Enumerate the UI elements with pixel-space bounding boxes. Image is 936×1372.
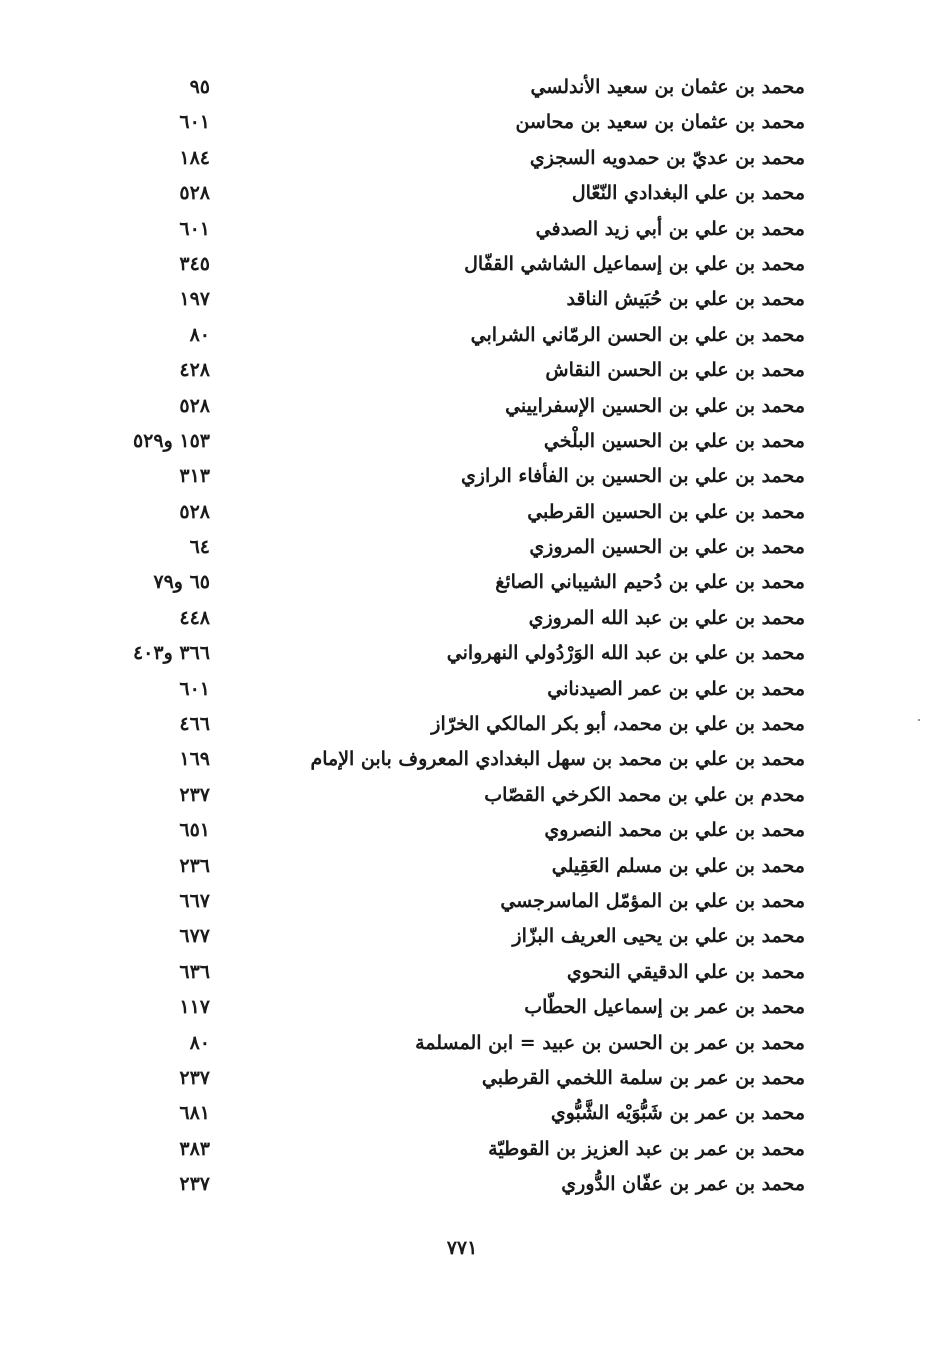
entry-page-numbers: ٦٠١ <box>179 217 210 240</box>
entry-name: محمد بن علي بن عبد الله المروزي <box>528 606 805 629</box>
entry-name: محمد بن عمر بن عفّان الدُّوري <box>561 1173 805 1196</box>
index-entry <box>100 601 805 636</box>
index-entry <box>100 1026 805 1061</box>
entry-name: محمد بن عثمان بن سعيد الأندلسي <box>530 76 805 98</box>
entry-page-numbers: ٦٦٧ <box>179 889 210 912</box>
entry-page-numbers: ٤٢٨ <box>179 359 210 382</box>
entry-name: محمد بن علي بن المؤمّل الماسرجسي <box>500 889 805 912</box>
entry-name: محمد بن علي الدقيقي النحوي <box>566 960 805 983</box>
entry-name: محمد بن علي بن محمد بن سهل البغدادي المعروف بابن الإمام <box>310 748 805 771</box>
index-entry <box>100 884 805 919</box>
index-entry <box>100 778 805 813</box>
entry-page-numbers: ٤٦٦ <box>179 713 210 736</box>
index-entry <box>100 636 805 671</box>
index-entry <box>100 318 805 353</box>
index-entry <box>100 424 805 459</box>
index-entry <box>100 141 805 176</box>
entry-page-numbers: ٢٣٧ <box>179 783 210 806</box>
entry-name: محمد بن عمر بن عبد العزيز بن القوطيّة <box>488 1137 805 1160</box>
index-entry <box>100 1167 805 1202</box>
index-entry <box>100 212 805 247</box>
entry-name: محمد بن علي بن إسماعيل الشاشي القفّال <box>464 252 805 275</box>
entry-page-numbers: ٣٨٣ <box>179 1137 210 1160</box>
entry-name: محمد بن علي البغدادي النّعّال <box>571 182 805 205</box>
index-entry <box>100 70 805 105</box>
entry-page-numbers: ٦٠١ <box>179 677 210 700</box>
entry-page-numbers: ٦٨١ <box>179 1102 210 1125</box>
index-entry <box>100 530 805 565</box>
entry-name: محمد بن عمر بن إسماعيل الحطّاب <box>524 996 805 1019</box>
index-entry <box>100 742 805 777</box>
entry-page-numbers: ٨٠ <box>189 1031 210 1054</box>
index-entry <box>100 1096 805 1131</box>
entry-name: محمد بن علي بن عمر الصيدناني <box>547 677 805 700</box>
entry-page-numbers: ٥٢٨ <box>179 394 210 417</box>
entry-name: محمد بن علي بن الحسين بن الفأفاء الرازي <box>460 465 805 488</box>
index-entry <box>100 1132 805 1167</box>
entry-page-numbers: ٢٣٦ <box>179 854 210 877</box>
entry-page-numbers: ١١٧ <box>179 996 210 1019</box>
margin-speck <box>918 719 920 721</box>
entry-name: محمد بن علي بن أبي زيد الصدفي <box>535 217 805 240</box>
index-entry <box>100 459 805 494</box>
entry-name: محمد بن علي بن مسلم العَقِيلي <box>551 854 805 877</box>
index-entry <box>100 176 805 211</box>
entry-name: محمد بن علي بن الحسين القرطبي <box>527 500 805 523</box>
entry-page-numbers: ٦٥ و٧٩ <box>153 571 210 594</box>
name-index-list <box>100 70 805 1203</box>
page-number <box>0 1237 936 1259</box>
entry-page-numbers: ٦٣٦ <box>179 960 210 983</box>
entry-name: محدم بن علي بن محمد الكرخي القصّاب <box>484 783 805 806</box>
index-entry <box>100 1061 805 1096</box>
entry-page-numbers: ٥٢٨ <box>179 500 210 523</box>
index-entry <box>100 247 805 282</box>
entry-page-numbers: ٤٤٨ <box>179 606 210 629</box>
index-entry <box>100 672 805 707</box>
index-entry <box>100 353 805 388</box>
entry-page-numbers: ٨٠ <box>189 323 210 346</box>
index-entry <box>100 919 805 954</box>
entry-name: محمد بن عمر بن شَبُّوَيْه الشَّبُّوي <box>550 1102 805 1125</box>
entry-page-numbers: ٣١٣ <box>179 465 210 488</box>
index-entry <box>100 282 805 317</box>
entry-page-numbers: ٦٥١ <box>179 819 210 842</box>
index-entry <box>100 955 805 990</box>
index-entry <box>100 495 805 530</box>
entry-name: محمد بن علي بن حُبَيش الناقد <box>566 288 805 311</box>
index-entry <box>100 389 805 424</box>
index-entry <box>100 990 805 1025</box>
entry-name: محمد بن عثمان بن سعيد بن محاسن <box>515 111 805 134</box>
entry-name: محمد بن علي بن الحسين الإسفراييني <box>505 394 805 417</box>
entry-page-numbers: ٦٧٧ <box>179 925 210 948</box>
entry-page-numbers: ٥٢٨ <box>179 182 210 205</box>
entry-page-numbers: ٦٤ <box>189 536 210 559</box>
entry-name: محمد بن علي بن الحسن النقاش <box>545 359 805 382</box>
page-number-text: ٧٧١ <box>446 1237 478 1259</box>
entry-name: محمد بن علي بن محمد، أبو بكر المالكي الخرّاز <box>431 713 805 736</box>
entry-page-numbers: ٦٠١ <box>179 111 210 134</box>
entry-page-numbers: ١٩٧ <box>179 288 210 311</box>
entry-name: محمد بن علي بن يحيى العريف البزّاز <box>512 925 805 948</box>
index-entry <box>100 707 805 742</box>
entry-page-numbers: ٩٥ <box>189 76 210 98</box>
entry-page-numbers: ١٦٩ <box>179 748 210 771</box>
entry-page-numbers: ٢٣٧ <box>179 1173 210 1196</box>
index-entry <box>100 849 805 884</box>
entry-name: محمد بن عمر بن سلمة اللخمي القرطبي <box>481 1066 805 1089</box>
entry-name: محمد بن علي بن دُحيم الشيباني الصائغ <box>495 571 805 594</box>
entry-page-numbers: ٢٣٧ <box>179 1066 210 1089</box>
entry-page-numbers: ٣٤٥ <box>179 252 210 275</box>
index-entry <box>100 565 805 600</box>
index-entry <box>100 813 805 848</box>
entry-name: محمد بن علي بن عبد الله الوَرْدُولي النهرواني <box>446 642 805 665</box>
entry-name: محمد بن علي بن محمد النصروي <box>544 819 805 842</box>
entry-page-numbers: ١٨٤ <box>179 146 210 169</box>
entry-name: محمد بن علي بن الحسين البلْخي <box>543 429 805 452</box>
entry-name: محمد بن عديّ بن حمدويه السجزي <box>529 146 805 169</box>
index-entry <box>100 105 805 140</box>
entry-page-numbers: ٣٦٦ و٤٠٣ <box>132 642 210 665</box>
entry-name: محمد بن علي بن الحسين المروزي <box>529 536 805 559</box>
entry-page-numbers: ١٥٣ و٥٢٩ <box>132 429 210 452</box>
entry-name: محمد بن علي بن الحسن الرمّاني الشرابي <box>470 323 805 346</box>
entry-name: محمد بن عمر بن الحسن بن عبيد = ابن المسلمة <box>415 1031 805 1054</box>
